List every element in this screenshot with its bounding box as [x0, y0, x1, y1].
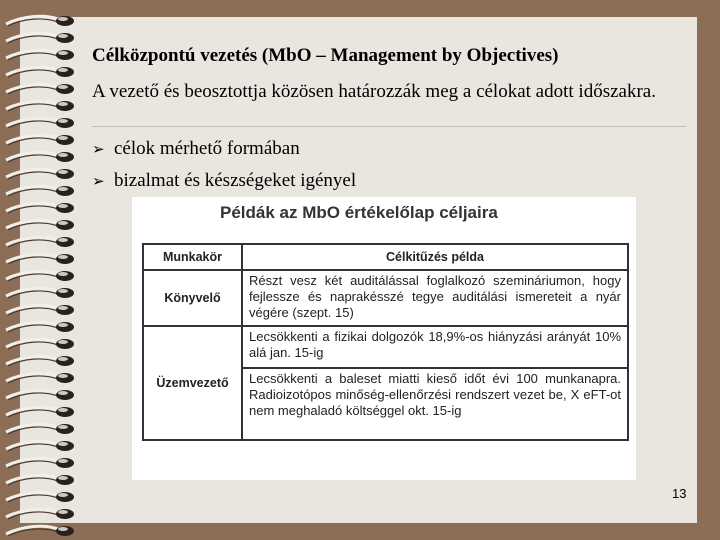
spiral-binding-icon [0, 0, 84, 540]
mbo-examples-figure [132, 197, 636, 480]
divider-line [92, 126, 686, 127]
role-cell: Könyvelő [143, 270, 242, 326]
figure-title: Példák az MbO értékelőlap céljaira [220, 203, 498, 222]
table-header-row [143, 244, 628, 270]
page-number: 13 [672, 486, 687, 501]
column-header: Munkakör [143, 244, 242, 270]
bullet-text: bizalmat és készségeket igényel [114, 170, 357, 191]
arrow-bullet-icon: ➢ [92, 172, 105, 190]
example-cell: Részt vesz két auditálással foglalkozó szemináriumon, hogy fejlessze és naprakésszé tegye auditálási ismereteit a nyár végére (szept. 15) [242, 270, 628, 326]
slide-title: Célközpontú vezetés (MbO – Management by Objectives) [92, 45, 559, 66]
slide-paragraph: A vezető és beosztottja közösen határozzák meg a célokat adott időszakra. [92, 81, 656, 102]
column-header: Célkitűzés példa [242, 244, 628, 270]
bullet-text: célok mérhető formában [114, 138, 300, 159]
example-cell: Lecsökkenti a baleset miatti kieső időt évi 100 munkanapra. Radioizotópos minőség-ellenőrzési rendszert vezet be, X eFT-ot nem meghaladó költséggel okt. 15-ig [242, 368, 628, 440]
mbo-table [142, 243, 629, 441]
arrow-bullet-icon: ➢ [92, 140, 105, 158]
bullet-item [92, 137, 300, 161]
role-cell: Üzemvezető [143, 326, 242, 440]
table-row [143, 326, 628, 368]
table-row [143, 270, 628, 326]
bullet-item [92, 169, 356, 193]
example-cell: Lecsökkenti a fizikai dolgozók 18,9%-os hiányzási arányát 10% alá jan. 15-ig [242, 326, 628, 368]
